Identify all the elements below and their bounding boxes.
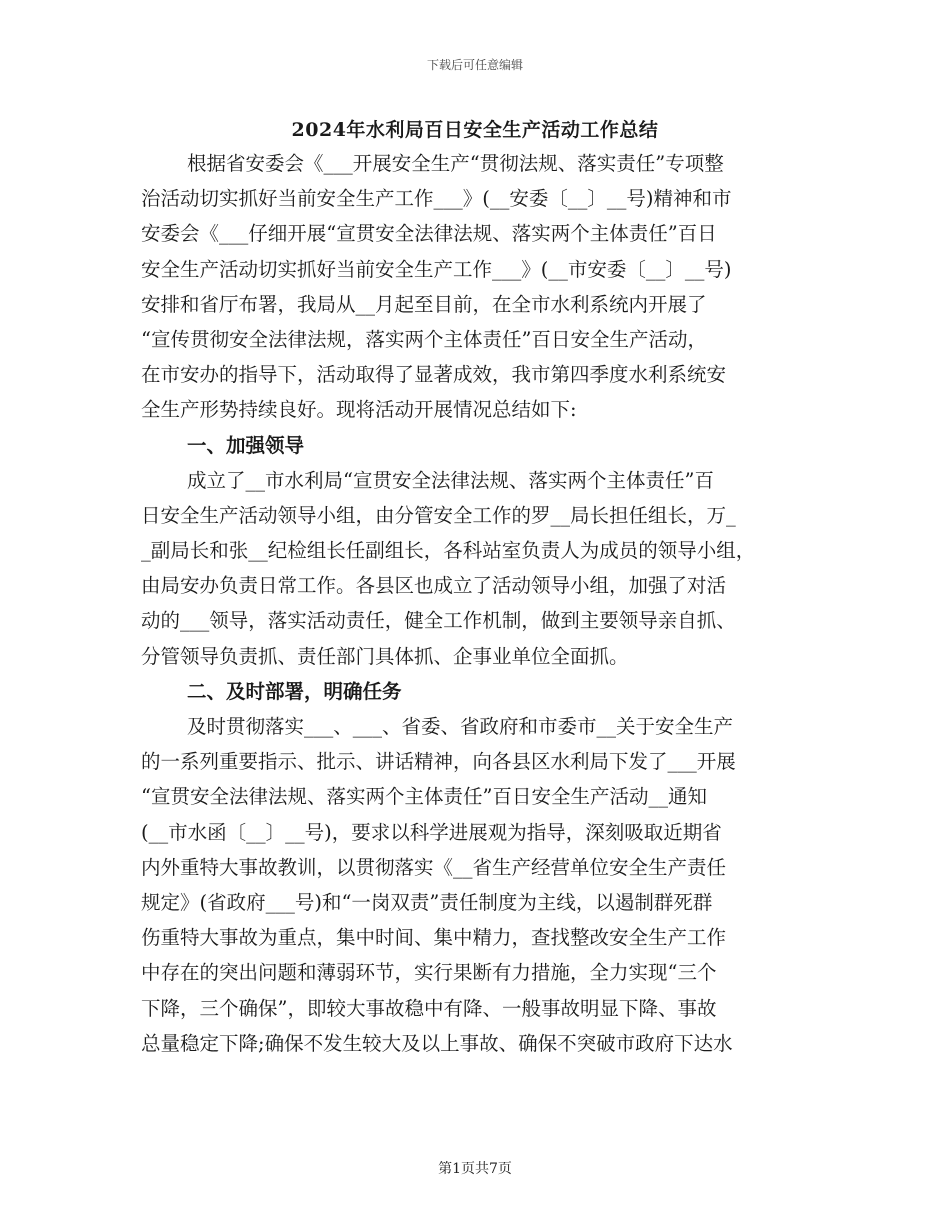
- body-line: 下降，三个确保”，即较大事故稳中有降、一般事故明显下降、事故: [141, 996, 717, 1020]
- page-footer: 第1页共7页: [438, 1161, 512, 1177]
- body-line: 安委会《___仔细开展“宣贯安全法律法规、落实两个主体责任”百日: [141, 222, 717, 246]
- document-body: [141, 146, 813, 1061]
- body-line: 治活动切实抓好当前安全生产工作___》(__安委〔__〕__号)精神和市: [141, 187, 732, 211]
- body-line: “宣传贯彻安全法律法规，落实两个主体责任”百日安全生产活动，: [141, 327, 707, 351]
- page-header: 下载后可任意编辑: [426, 58, 523, 72]
- body-line: 动的___领导，落实活动责任，健全工作机制，做到主要领导亲自抓、: [141, 609, 736, 633]
- body-line: 安全生产活动切实抓好当前安全生产工作___》(__市安委〔__〕__号): [141, 257, 732, 281]
- body-line: 内外重特大事故教训，以贯彻落实《__省生产经营单位安全生产责任: [141, 855, 727, 879]
- body-line: (__市水函〔__〕__号)，要求以科学进展观为指导，深刻吸取近期省: [141, 820, 722, 844]
- body-line: 规定》(省政府___号)和“一岗双责”责任制度为主线，以遏制群死群: [141, 890, 713, 914]
- body-line: 成立了__市水利局“宣贯安全法律法规、落实两个主体责任”百: [187, 468, 714, 492]
- body-line: 由局安办负责日常工作。各县区也成立了活动领导小组，加强了对活: [141, 574, 727, 598]
- body-line: 分管领导负责抓、责任部门具体抓、企事业单位全面抓。: [141, 644, 629, 668]
- body-line: 中存在的突出问题和薄弱环节，实行果断有力措施，全力实现“三个: [141, 961, 717, 985]
- body-line: 根据省安委会《___开展安全生产“贯彻法规、落实责任”专项整: [187, 152, 724, 175]
- body-line: 在市安办的指导下，活动取得了显著成效，我市第四季度水利系统安: [141, 363, 727, 387]
- section-heading-2: 二、及时部署，明确任务: [187, 679, 402, 703]
- body-line: 日安全生产活动领导小组，由分管安全工作的罗__局长担任组长，万_: [141, 503, 736, 527]
- body-line: 及时贯彻落实___、___、省委、省政府和市委市__关于安全生产: [187, 715, 734, 738]
- body-line: _副局长和张__纪检组长任副组长，各科站室负责人为成员的领导小组，: [141, 539, 756, 563]
- body-line: “宣贯安全法律法规、落实两个主体责任”百日安全生产活动__通知: [141, 785, 707, 809]
- body-line: 全生产形势持续良好。现将活动开展情况总结如下:: [141, 398, 577, 422]
- section-heading-1: 一、加强领导: [187, 433, 305, 457]
- body-line: 伤重特大事故为重点，集中时间、集中精力，查找整改安全生产工作: [141, 926, 727, 950]
- body-line: 安排和省厅布署，我局从__月起至目前，在全市水利系统内开展了: [141, 292, 707, 316]
- body-line: 的一系列重要指示、批示、讲话精神，向各县区水利局下发了___开展: [141, 750, 736, 774]
- document-title: 2024年水利局百日安全生产活动工作总结: [291, 119, 659, 141]
- body-line: 总量稳定下降;确保不发生较大及以上事故、确保不突破市政府下达水: [141, 1031, 733, 1055]
